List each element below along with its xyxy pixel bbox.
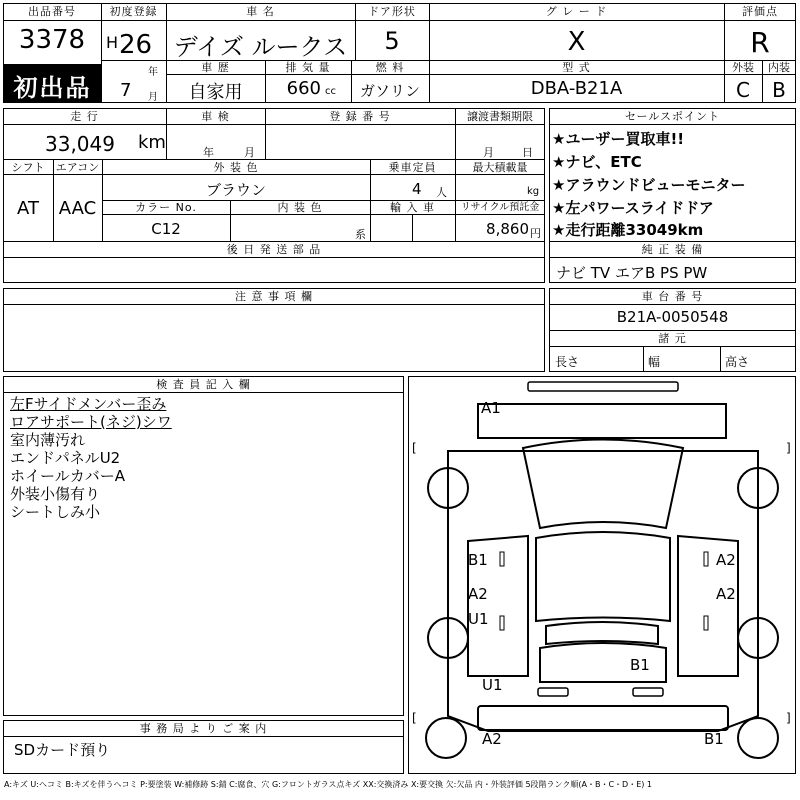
fuel: ガソリン [359, 82, 420, 100]
capacity-label: 乗車定員 [388, 161, 437, 174]
ext-grade: C [736, 78, 750, 102]
ac-label: エアコン [55, 161, 100, 174]
sales-points-label: セールスポイント [624, 110, 720, 123]
mark-a2-left: A2 [468, 585, 488, 603]
inspector-line: 外装小傷有り [10, 485, 101, 503]
color: ブラウン [205, 181, 266, 199]
int-color-label: 内 装 色 [277, 201, 323, 214]
recycle-deposit: 8,860 [486, 220, 529, 238]
later-parts-label: 後 日 発 送 部 品 [226, 243, 322, 256]
recycle-label: リサイクル預託金 [460, 202, 540, 213]
fuel-label: 燃 料 [375, 61, 405, 74]
office-note: SDカード預り [14, 741, 111, 759]
inspector-label: 検 査 員 記 入 欄 [156, 378, 251, 391]
import-label: 輸 入 車 [390, 201, 435, 214]
inspector-line: ロアサポート(ネジ)シワ [10, 413, 172, 431]
legend: A:キズ U:ヘコミ B:キズを伴うヘコミ P:要塗装 W:補修跡 S:錆 C:腐食、穴 G:フロントガラス点キズ XX:交換済み X:要交換 欠:欠品 内・外装評価 5段階ランク順(A・B・C・D・E) 1 [4, 780, 653, 789]
reg-era: H [106, 33, 119, 52]
score-label: 評価点 [742, 5, 778, 18]
chassis-label: 車 台 番 号 [641, 290, 704, 303]
lot-number: 3378 [18, 25, 86, 55]
mark-b1-bottom: B1 [704, 730, 724, 748]
mileage: 33,049 [45, 132, 115, 156]
equipment: ナビ TV エアB PS PW [556, 264, 708, 282]
office-label: 事 務 局 よ り ご 案 内 [139, 722, 268, 735]
model: DBA-B21A [530, 78, 623, 99]
shift: AT [17, 198, 39, 219]
plate-label: 登 録 番 号 [329, 110, 391, 123]
mark-a2-right-1: A2 [716, 551, 736, 569]
svg-text:]: ] [786, 711, 791, 725]
svg-text:[: [ [412, 711, 417, 725]
mark-u1-bottom: U1 [482, 676, 503, 694]
reg-month-unit: 月 [148, 92, 158, 103]
shift-label: シフト [11, 161, 45, 174]
transfer-label: 譲渡書類期限 [467, 110, 533, 123]
equipment-label: 純 正 装 備 [641, 243, 704, 256]
sales-point-item: ★アラウンドビューモニター [552, 176, 746, 194]
int-grade: B [772, 78, 786, 102]
reg-label: 初度登録 [109, 5, 158, 18]
displacement-label: 排 気 量 [285, 61, 331, 74]
inspector-line: 室内薄汚れ [10, 431, 86, 449]
dims-label: 諸 元 [658, 332, 687, 345]
inspection-label: 車 検 [201, 110, 230, 123]
history: 自家用 [188, 82, 243, 103]
svg-text:[: [ [412, 441, 417, 455]
inspection-month-unit: 月 [244, 146, 255, 159]
transfer-day-unit: 日 [522, 146, 533, 159]
ac: AAC [58, 198, 97, 219]
ext-grade-label: 外装 [732, 61, 754, 74]
svg-text:]: ] [786, 441, 791, 455]
load-unit: kg [527, 186, 540, 197]
score: R [750, 26, 770, 59]
reg-month: 7 [120, 80, 132, 101]
notes-label: 注 意 事 項 欄 [235, 290, 313, 303]
inspector-line: シートしみ小 [10, 503, 101, 521]
history-label: 車 歴 [201, 61, 230, 74]
chassis-number: B21A-0050548 [616, 308, 729, 326]
capacity: 4 [412, 180, 422, 198]
load-label: 最大積載量 [472, 161, 528, 174]
mark-a2-right-2: A2 [716, 585, 736, 603]
reg-year: 26 [119, 30, 153, 60]
grade-label: グ レ ー ド [545, 5, 608, 18]
car-name: デイズ ルークス [173, 33, 348, 61]
mark-a1-top: A1 [481, 399, 501, 417]
reg-year-unit: 年 [148, 67, 158, 78]
color-no: C12 [151, 220, 181, 238]
mark-u1-left: U1 [468, 610, 489, 628]
int-grade-label: 内装 [768, 61, 790, 74]
inspection-year-unit: 年 [203, 146, 214, 159]
door-count: 5 [384, 27, 400, 55]
lot-no-label: 出品番号 [28, 5, 76, 18]
recycle-unit: 円 [530, 227, 541, 240]
mark-b1-left: B1 [468, 551, 488, 569]
sales-point-item: ★ナビ、ETC [552, 153, 642, 171]
mileage-label: 走 行 [70, 110, 99, 123]
color-no-label: カラー No. [135, 201, 197, 214]
inspector-line: エンドパネルU2 [10, 449, 121, 467]
grade: X [567, 27, 586, 57]
door-label: ドア形状 [368, 5, 416, 18]
displacement-unit: cc [325, 86, 336, 97]
inspector-notes [10, 395, 172, 521]
sales-point-item: ★走行距離33049km [552, 221, 704, 239]
first-listing-text: 初出品 [13, 74, 92, 102]
length-label: 長さ [555, 355, 580, 369]
mark-a2-bottom: A2 [482, 730, 502, 748]
sales-point-item: ★ユーザー買取車!! [552, 130, 685, 148]
model-label: 型 式 [562, 61, 591, 74]
sales-point-item: ★左パワースライドドア [552, 199, 714, 217]
color-label: 外 装 色 [213, 161, 259, 174]
displacement: 660 [286, 78, 321, 99]
width-label: 幅 [648, 355, 661, 369]
car-name-label: 車 名 [246, 5, 275, 18]
height-label: 高さ [725, 355, 750, 369]
car-diagram [408, 376, 796, 774]
mileage-unit: km [138, 132, 166, 153]
capacity-unit: 人 [436, 186, 447, 199]
inspector-line: 左Fサイドメンバー歪み [10, 395, 167, 413]
int-color-suffix: 系 [355, 228, 366, 241]
mark-b1-center: B1 [630, 656, 650, 674]
inspector-line: ホイールカバーA [10, 467, 125, 485]
transfer-month-unit: 月 [483, 146, 494, 159]
